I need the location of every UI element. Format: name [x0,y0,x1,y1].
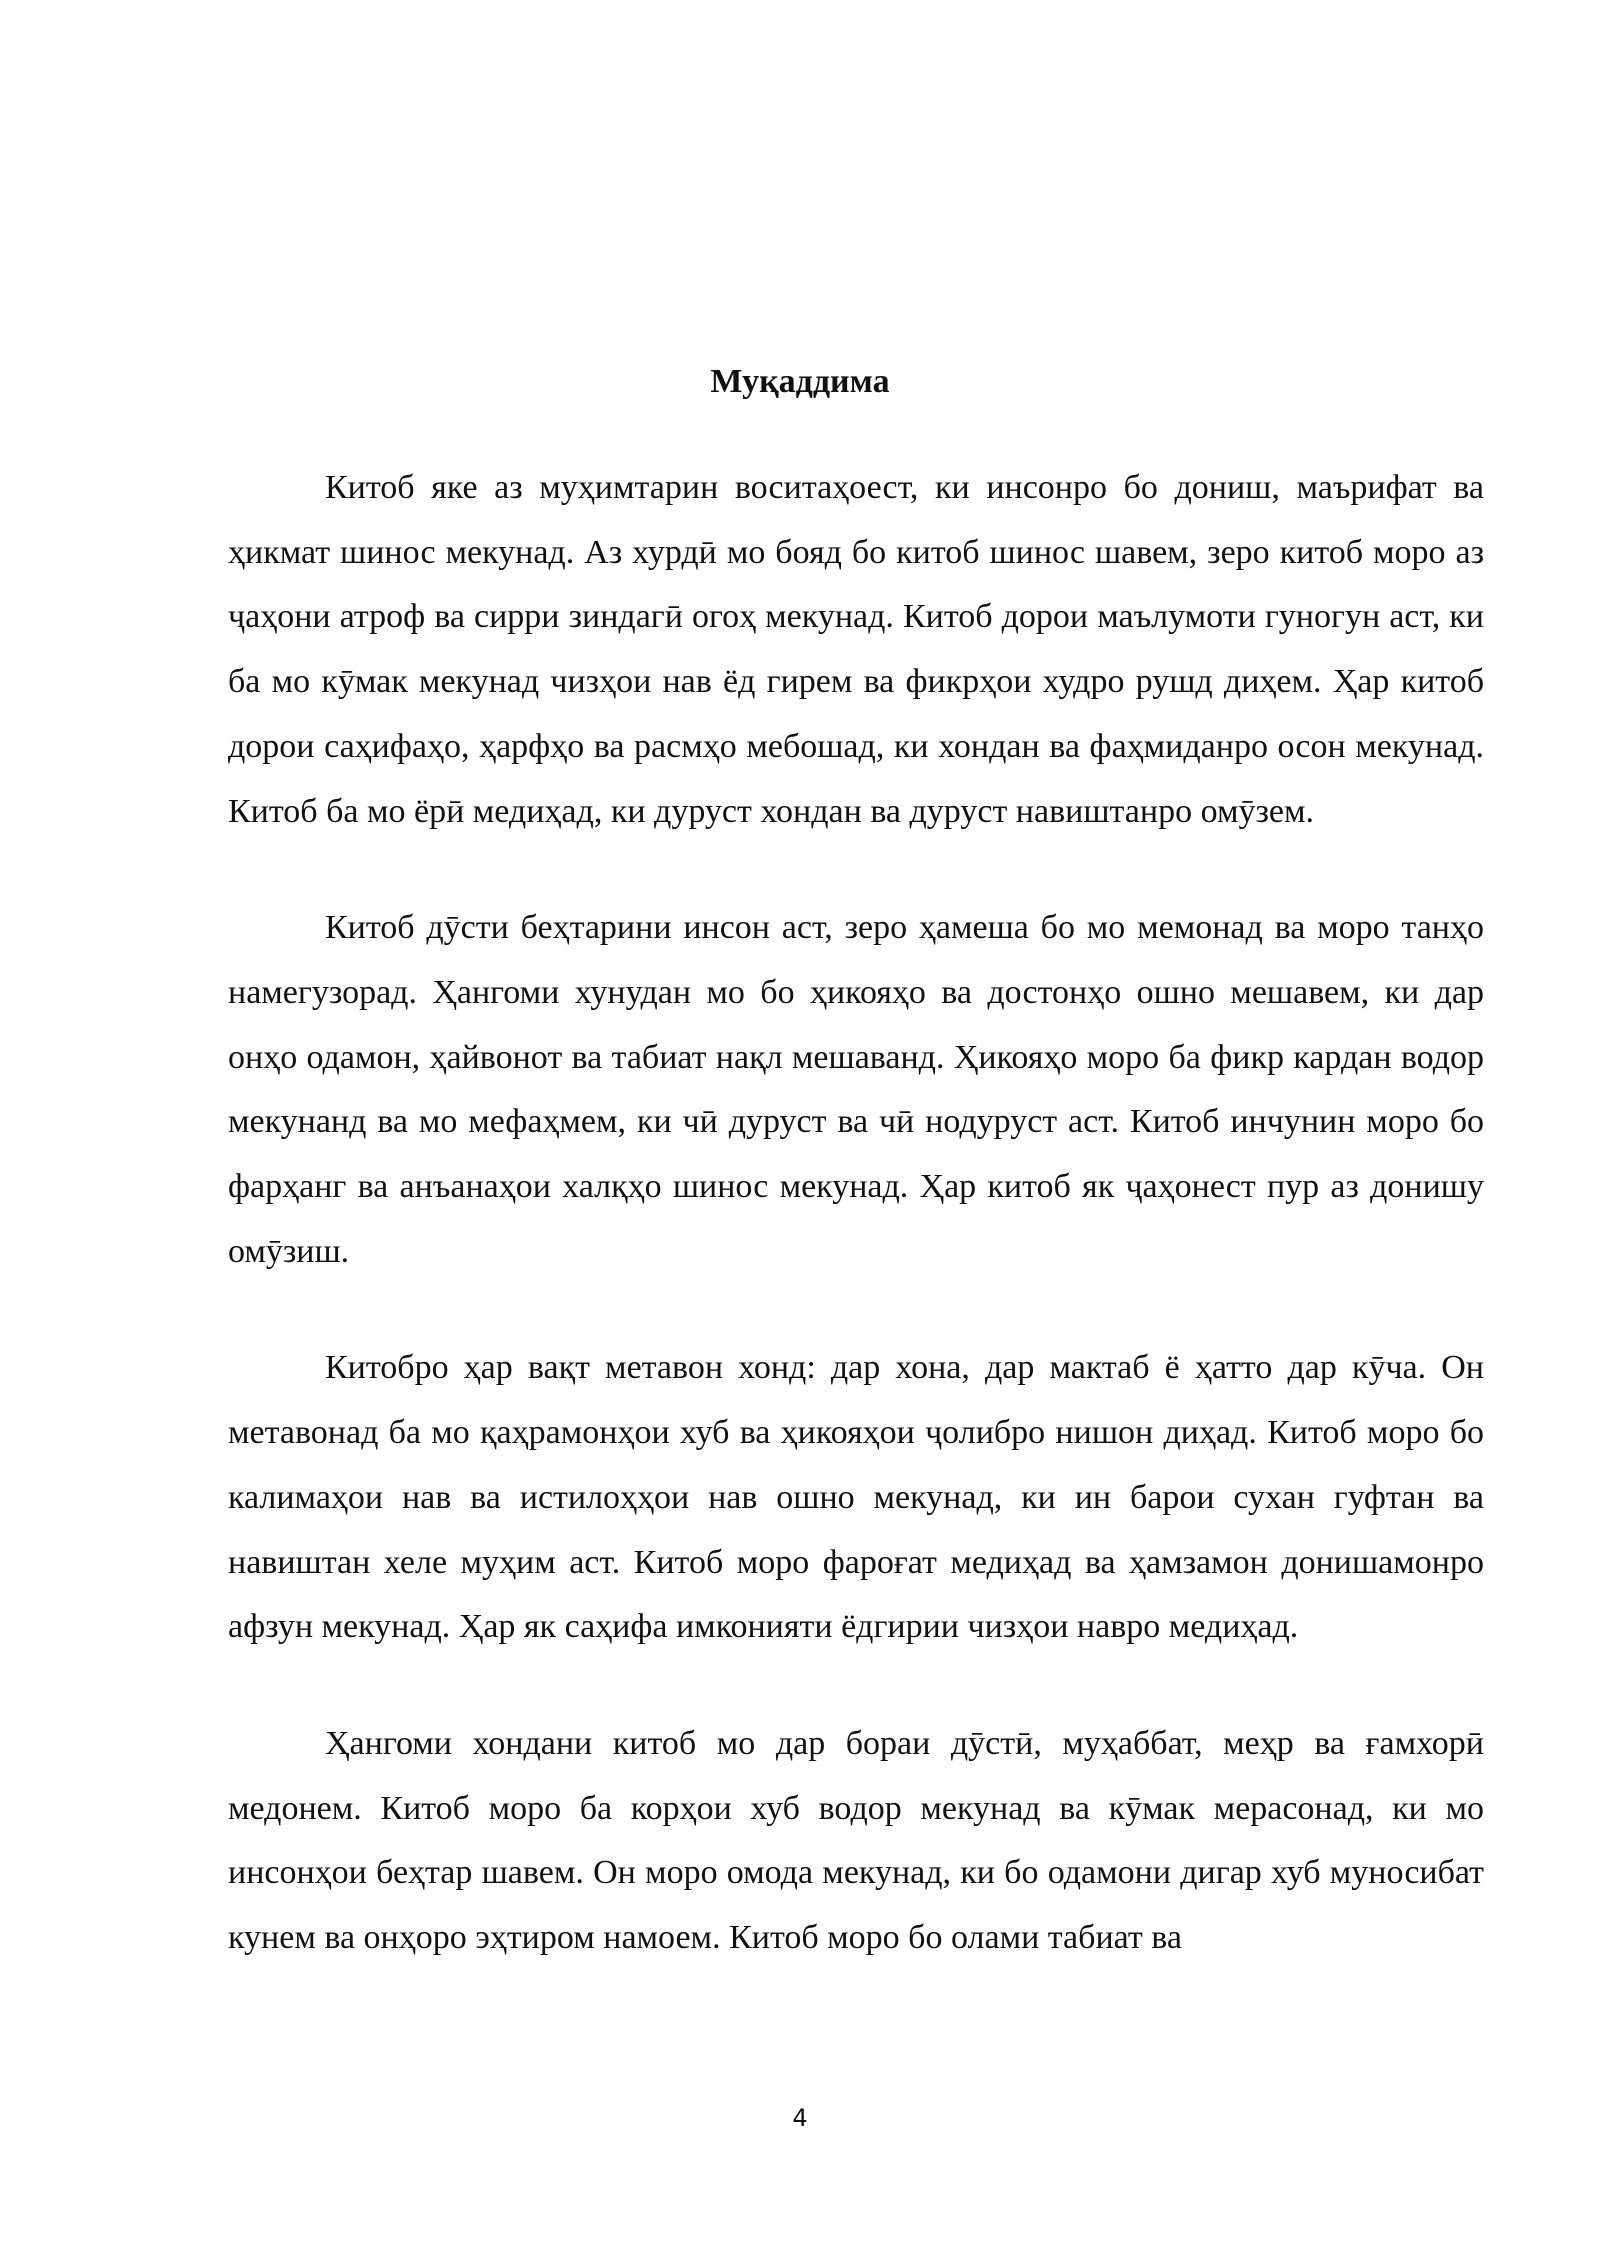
paragraph-4: Ҳангоми хондани китоб мо дар бораи дӯстӣ, муҳаббат, меҳр ва ғамхорӣ медонем. Китоб моро ба корҳои хуб водор мекунад ва кӯмак мерасонад, ки мо инсонҳои беҳтар шавем. Он моро омода мекунад, ки бо одамони дигар хуб муносибат кунем ва онҳоро эҳтиром намоем. Китоб моро бо олами табиат ва [228,1724,1484,1957]
paragraph-3: Китобро ҳар вақт метавон хонд: дар хона, дар мактаб ё ҳатто дар кӯча. Он метавонад ба мо қаҳрамонҳои хуб ва ҳикояҳои ҷолибро нишон диҳад. Китоб моро бо калимаҳои нав ва истилоҳҳои нав ошно мекунад, ки ин барои сухан гуфтан ва навиштан хеле муҳим аст. Китоб моро фароғат медиҳад ва ҳамзамон донишамонро афзун мекунад. Ҳар як саҳифа имконияти ёдгирии чизҳои навро медиҳад. [228,1349,1484,1646]
page-number: 4 [792,2104,808,2132]
body-text [228,456,1484,2023]
paragraph-1: Китоб яке аз муҳимтарин воситаҳоест, ки инсонро бо дониш, маърифат ва ҳикмат шинос мекунад. Аз хурдӣ мо бояд бо китоб шинос шавем, зеро китоб моро аз ҷаҳони атроф ва сирри зиндагӣ огоҳ мекунад. Китоб дорои маълумоти гуногун аст, ки ба мо кӯмак мекунад чизҳои нав ёд гирем ва фикрҳои худро рушд диҳем. Ҳар китоб дорои саҳифаҳо, ҳарфҳо ва расмҳо мебошад, ки хондан ва фаҳмиданро осон мекунад. Китоб ба мо ёрӣ медиҳад, ки дуруст хондан ва дуруст навиштанро омӯзем. [228,469,1484,830]
paragraph-2: Китоб дӯсти беҳтарини инсон аст, зеро ҳамеша бо мо мемонад ва моро танҳо намегузорад. Ҳангоми хунудан мо бо ҳикояҳо ва достонҳо ошно мешавем, ки дар онҳо одамон, ҳайвонот ва табиат нақл мешаванд. Ҳикояҳо моро ба фикр кардан водор мекунанд ва мо мефаҳмем, ки чӣ дуруст ва чӣ нодуруст аст. Китоб инчунин моро бо фарҳанг ва анъанаҳои халқҳо шинос мекунад. Ҳар китоб як ҷаҳонест пур аз донишу омӯзиш. [228,909,1484,1270]
page-title: Муқаддима [710,363,890,400]
